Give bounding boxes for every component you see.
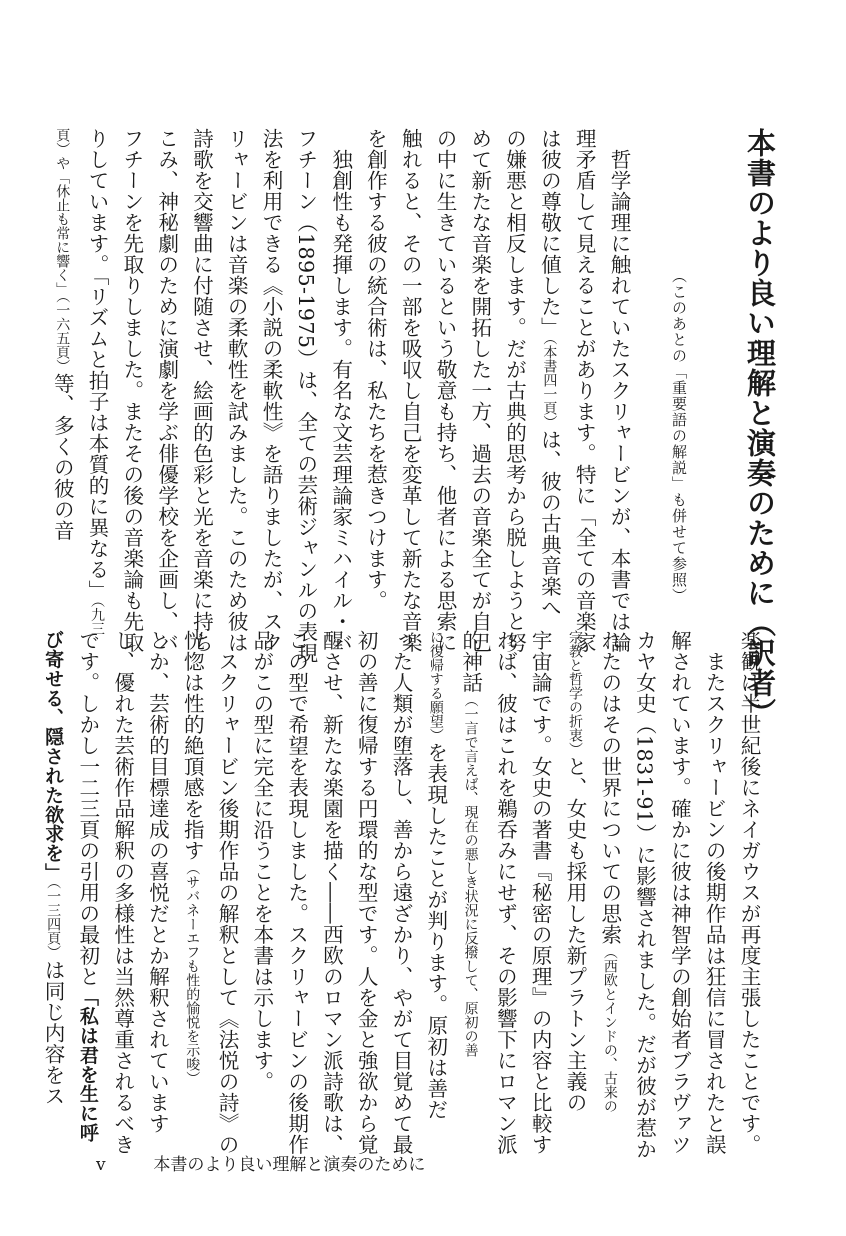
text-column: めて新たな音楽を開拓した一方、過去の音楽全てが自己 xyxy=(467,128,492,653)
page-reference: （九三 xyxy=(89,600,106,636)
parenthetical-note: （西欧とインドの、古来の xyxy=(601,945,618,1113)
page-reference: （一三四頁） xyxy=(45,882,62,960)
text-column xyxy=(532,128,567,618)
text-column: 触れると、その一部を吸収し自己を変革して新たな音楽 xyxy=(398,128,423,653)
text-column xyxy=(70,630,105,1143)
text-column: この型で希望を表現しました。スクリャービンの後期作 xyxy=(284,630,309,1155)
text-column: とか、芸術的目標達成の喜悦だとか解釈されています xyxy=(145,630,170,1134)
section-title: 本書のより良い理解と演奏のために（訳者） xyxy=(743,128,777,728)
running-title: 本書のより良い理解と演奏のために xyxy=(153,1155,426,1175)
text-run: です。しかし一二三頁の引用の最初と xyxy=(75,630,100,987)
text-column: を創作する彼の統合術は、私たちを惹きつけます。 xyxy=(363,128,388,611)
text-run: は彼の尊敬に値した」 xyxy=(537,128,562,338)
text-column xyxy=(592,630,627,1113)
text-column: 詩歌を交響曲に付随させ、絵画的色彩と光を音楽に持ち xyxy=(189,128,214,653)
text-run: を表現したことが判ります。原初は善だ xyxy=(423,742,448,1120)
section-subtitle-note: （このあとの「重要語の解説」も併せて参照） xyxy=(670,268,688,604)
text-column: 醒させ、新たな楽園を描く――西欧のロマン派詩歌は、 xyxy=(319,630,344,1155)
text-run: は、彼の古典音楽へ xyxy=(537,429,562,618)
text-column xyxy=(557,630,592,1113)
text-run: 的神話 xyxy=(458,630,483,693)
quoted-phrase-bold: 「私は君を生に呼 xyxy=(76,987,99,1143)
text-column: 解されています。確かに彼は神智学の創始者ブラヴァツ xyxy=(667,630,692,1155)
parenthetical-note: 宗教と哲学の折衷） xyxy=(567,630,584,756)
text-column: 法を利用できる《小説の柔軟性》を語りましたが、スク xyxy=(259,128,284,653)
text-column xyxy=(44,128,79,603)
text-column: またスクリャービンの後期作品は狂信に冒されたと誤 xyxy=(702,630,727,1155)
page-number: v xyxy=(96,1155,106,1175)
text-run: 等、多くの彼の音 xyxy=(50,373,75,541)
text-column xyxy=(418,630,453,1120)
text-column: フチーンを先取りしました。またその後の音楽論も先取 xyxy=(119,128,144,653)
text-column: リャービンは音楽の柔軟性を試みました。このため彼は xyxy=(224,128,249,653)
page-reference: （本書四一頁） xyxy=(541,338,558,429)
text-run: りしています。「リズムと拍子は本質的に異なる」 xyxy=(85,128,110,601)
text-column: カヤ女史（1831-91）に影響されました。だが彼が惹か xyxy=(632,630,657,1160)
text-column xyxy=(453,630,488,1105)
parenthetical-note: に復帰する願望） xyxy=(427,630,444,742)
text-column xyxy=(35,630,70,1105)
text-run: 恍惚は性的絶頂感を指す xyxy=(180,630,205,861)
text-column: 品がこの型に完全に沿うことを本書は示します。 xyxy=(249,630,274,1092)
text-column: こみ、神秘劇のために演劇を学ぶ俳優学校を企画し、バ xyxy=(154,128,179,653)
text-column: スクリャービン後期作品の解釈として《法悦の詩》の xyxy=(215,630,240,1155)
text-column: 理矛盾して見えることがあります。特に「全ての音楽家 xyxy=(572,128,597,653)
lower-text-block xyxy=(41,630,766,1160)
text-column xyxy=(174,630,209,1105)
text-run: は同じ内容をス xyxy=(41,959,66,1107)
text-column xyxy=(79,128,114,636)
text-column: し、優れた芸術作品解釈の多様性は当然尊重されるべき xyxy=(110,630,135,1155)
text-column: フチーン（1895-1975）は、全ての芸術ジャンルの表現 xyxy=(293,128,318,664)
text-run: と、女史も採用した新プラトン主義の xyxy=(563,756,588,1113)
parenthetical-note: （一言で言えば、現在の悪しき状況に反撥して、原初の善 xyxy=(462,693,479,1057)
parenthetical-note: （サバネーエフも性的愉悦を示唆） xyxy=(184,861,201,1085)
text-column: 哲学論理に触れていたスクリャービンが、本書では論 xyxy=(607,128,631,653)
page-reference: （一六五頁） xyxy=(54,296,71,373)
text-run: れたのはその世界についての思索 xyxy=(597,630,622,945)
text-column: 初の善に復帰する円環的な型です。人を金と強欲から覚 xyxy=(354,630,379,1155)
text-column: 宇宙論です。女史の著書『秘密の原理』の内容と比較す xyxy=(528,630,553,1155)
text-column: 楽観は半世紀後にネイガウスが再度主張したことです。 xyxy=(737,630,761,1155)
text-column: 独創性も発揮します。有名な文芸理論家ミハイル・バ xyxy=(328,128,353,653)
quoted-phrase-bold: び寄せる、隠された欲求を」 xyxy=(42,630,65,883)
page-reference: 頁）や「休止も常に響く」 xyxy=(54,128,71,296)
text-column: の嫌悪と相反します。だが古典的思考から脱しようと努 xyxy=(502,128,527,653)
page-footer xyxy=(96,1150,425,1175)
text-column: れば、彼はこれを鵜呑みにせず、その影響下にロマン派 xyxy=(493,630,518,1155)
text-column: の中に生きているという敬意も持ち、他者による思索に xyxy=(433,128,458,653)
text-column: った人類が堕落し、善から遠ざかり、やがて目覚めて最 xyxy=(389,630,414,1155)
